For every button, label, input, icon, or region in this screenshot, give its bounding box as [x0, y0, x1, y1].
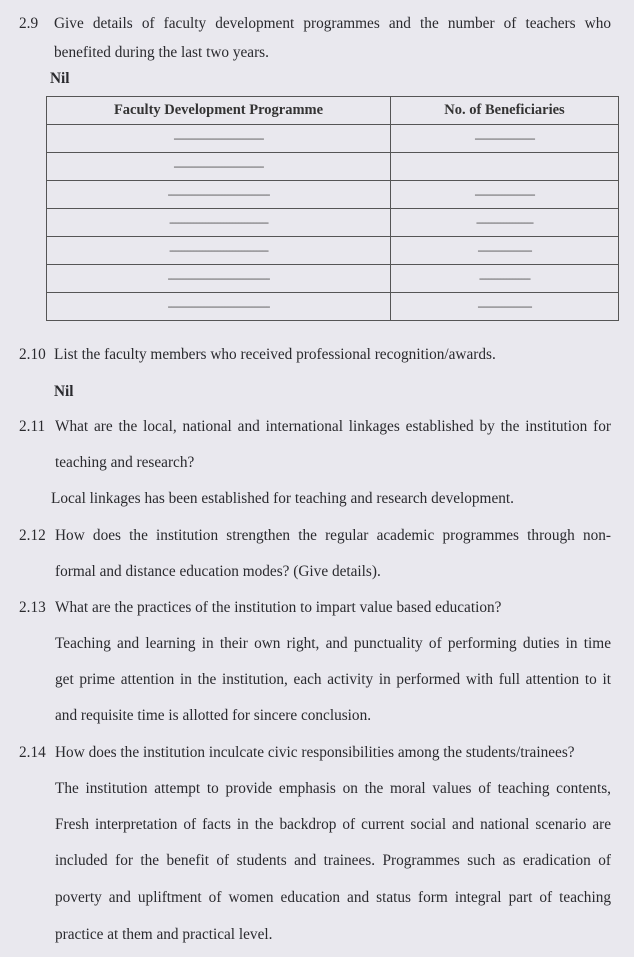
- section-number: 2.14: [19, 744, 46, 761]
- table-row: [47, 209, 619, 237]
- table-header-row: [47, 97, 619, 125]
- column-header-beneficiaries: No. of Beneficiaries: [391, 97, 619, 125]
- beneficiaries-cell: -------------------: [391, 209, 619, 237]
- answer-text: poverty and upliftment of women education and status form integral part of teaching: [55, 889, 611, 906]
- answer-text: included for the benefit of students and trainees. Programmes such as eradication of: [55, 852, 611, 869]
- answer-text: practice at them and practical level.: [55, 926, 273, 943]
- question-text: teaching and research?: [55, 454, 195, 471]
- answer-text: Local linkages has been established for teaching and research development.: [51, 490, 514, 507]
- programme-cell: ---------------------------------: [47, 237, 391, 265]
- section-number: 2.9: [19, 15, 39, 32]
- programme-cell: ----------------------------------: [47, 293, 391, 321]
- answer-text: Teaching and learning in their own right, and punctuality of performing duties in time: [55, 635, 611, 652]
- table-row: [47, 125, 619, 153]
- table-row: [47, 181, 619, 209]
- answer-text: Nil: [54, 383, 74, 400]
- table-row: [47, 293, 619, 321]
- question-text: formal and distance education modes? (Give details).: [55, 563, 381, 580]
- beneficiaries-cell: --------------------: [391, 125, 619, 153]
- table-row: [47, 237, 619, 265]
- question-text: List the faculty members who received professional recognition/awards.: [54, 346, 496, 363]
- table-row: [47, 153, 619, 181]
- answer-text: Nil: [50, 70, 70, 87]
- faculty-development-table: [46, 96, 619, 321]
- question-text: How does the institution inculcate civic responsibilities among the students/trainees?: [55, 744, 575, 761]
- beneficiaries-cell: --------------------: [391, 181, 619, 209]
- beneficiaries-cell: ------------------: [391, 237, 619, 265]
- table-row: [47, 265, 619, 293]
- column-header-programme: Faculty Development Programme: [47, 97, 391, 125]
- question-text: What are the local, national and international linkages established by the institution for: [55, 418, 611, 435]
- section-number: 2.13: [19, 599, 46, 616]
- answer-text: Fresh interpretation of facts in the backdrop of current social and national scenario are: [55, 816, 611, 833]
- answer-text: The institution attempt to provide emphasis on the moral values of teaching contents,: [55, 780, 611, 797]
- section-number: 2.12: [19, 527, 46, 544]
- programme-cell: ----------------------------------: [47, 181, 391, 209]
- question-text: benefited during the last two years.: [54, 44, 269, 61]
- beneficiaries-cell: -----------------: [391, 265, 619, 293]
- beneficiaries-cell: [391, 153, 619, 181]
- answer-text: and requisite time is allotted for sincere conclusion.: [55, 707, 372, 724]
- section-number: 2.11: [19, 418, 46, 435]
- programme-cell: ------------------------------: [47, 125, 391, 153]
- section-number: 2.10: [19, 346, 46, 363]
- programme-cell: ------------------------------: [47, 153, 391, 181]
- beneficiaries-cell: ------------------: [391, 293, 619, 321]
- question-text: What are the practices of the institution to impart value based education?: [55, 599, 502, 616]
- programme-cell: ----------------------------------: [47, 265, 391, 293]
- question-text: How does the institution strengthen the regular academic programmes through non-: [55, 527, 611, 544]
- answer-text: get prime attention in the institution, each activity in performed with full attention to it: [55, 671, 611, 688]
- question-text: Give details of faculty development programmes and the number of teachers who: [54, 15, 611, 32]
- programme-cell: ---------------------------------: [47, 209, 391, 237]
